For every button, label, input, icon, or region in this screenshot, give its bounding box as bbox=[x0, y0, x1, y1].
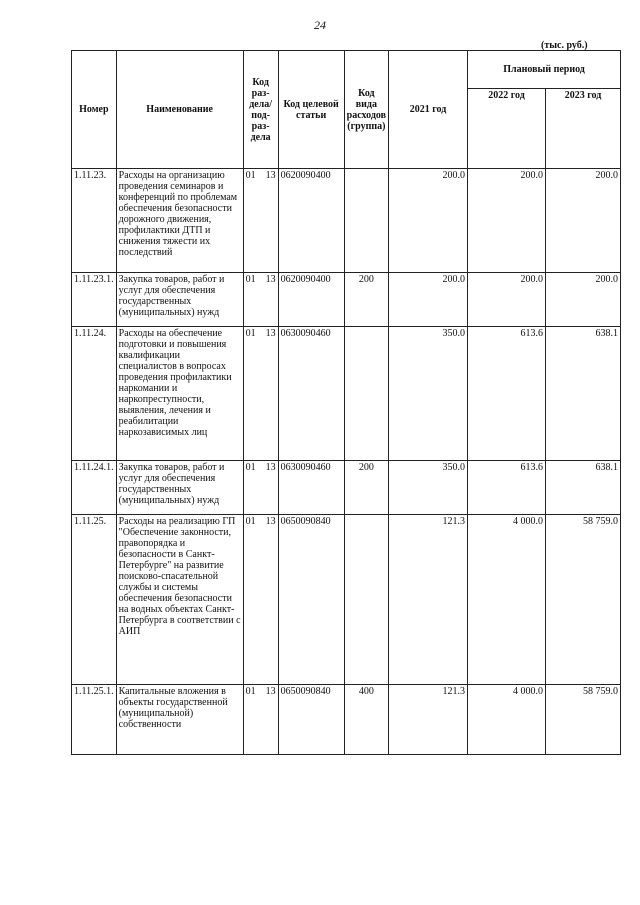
row-value-2021: 350.0 bbox=[389, 327, 468, 461]
row-value-2022: 4 000.0 bbox=[468, 685, 546, 755]
row-section: 01 13 bbox=[243, 461, 278, 515]
row-section: 01 13 bbox=[243, 273, 278, 327]
row-value-2022: 200.0 bbox=[468, 169, 546, 273]
table-row bbox=[72, 273, 621, 327]
header-2023: 2023 год bbox=[546, 89, 621, 169]
row-value-2021: 200.0 bbox=[389, 169, 468, 273]
page-number: 24 bbox=[314, 18, 326, 32]
table-row bbox=[72, 685, 621, 755]
header-name: Наименование bbox=[116, 51, 243, 169]
row-value-2023: 58 759.0 bbox=[546, 515, 621, 685]
row-expense-type: 200 bbox=[344, 461, 388, 515]
header-target: Код целевой статьи bbox=[278, 51, 344, 169]
row-value-2022: 4 000.0 bbox=[468, 515, 546, 685]
row-value-2021: 121.3 bbox=[389, 685, 468, 755]
table-row bbox=[72, 515, 621, 685]
row-number: 1.11.24.1. bbox=[72, 461, 117, 515]
row-expense-type bbox=[344, 327, 388, 461]
row-name: Закупка товаров, работ и услуг для обеспечения государственных (муниципальных) нужд bbox=[116, 273, 243, 327]
row-target-code: 0630090460 bbox=[278, 461, 344, 515]
header-2021: 2021 год bbox=[389, 51, 468, 169]
budget-table bbox=[71, 50, 621, 755]
header-number: Номер bbox=[72, 51, 117, 169]
row-expense-type: 400 bbox=[344, 685, 388, 755]
row-number: 1.11.24. bbox=[72, 327, 117, 461]
row-number: 1.11.25. bbox=[72, 515, 117, 685]
row-value-2023: 200.0 bbox=[546, 273, 621, 327]
row-value-2023: 58 759.0 bbox=[546, 685, 621, 755]
row-section: 01 13 bbox=[243, 515, 278, 685]
row-section: 01 13 bbox=[243, 685, 278, 755]
header-2022: 2022 год bbox=[468, 89, 546, 169]
row-name: Расходы на реализацию ГП "Обеспечение законности, правопорядка и безопасности в Санкт-Петербурге" на развитие поисково-спасательной службы и системы обеспечения безопасности на водных объектах Санкт-Петербурга в соответствии с АИП bbox=[116, 515, 243, 685]
header-plan-period: Плановый период bbox=[468, 51, 621, 89]
row-value-2022: 613.6 bbox=[468, 461, 546, 515]
row-target-code: 0630090460 bbox=[278, 327, 344, 461]
row-expense-type: 200 bbox=[344, 273, 388, 327]
row-value-2023: 638.1 bbox=[546, 461, 621, 515]
row-value-2023: 638.1 bbox=[546, 327, 621, 461]
row-value-2021: 121.3 bbox=[389, 515, 468, 685]
row-value-2022: 200.0 bbox=[468, 273, 546, 327]
row-expense-type bbox=[344, 169, 388, 273]
row-target-code: 0620090400 bbox=[278, 169, 344, 273]
row-target-code: 0620090400 bbox=[278, 273, 344, 327]
row-number: 1.11.25.1. bbox=[72, 685, 117, 755]
row-number: 1.11.23.1. bbox=[72, 273, 117, 327]
row-target-code: 0650090840 bbox=[278, 685, 344, 755]
row-expense-type bbox=[344, 515, 388, 685]
row-value-2021: 350.0 bbox=[389, 461, 468, 515]
row-name: Расходы на обеспечение подготовки и повышения квалификации специалистов в вопросах проведения профилактики наркомании и наркопреступности, выявления, лечения и реабилитации наркозависимых лиц bbox=[116, 327, 243, 461]
row-number: 1.11.23. bbox=[72, 169, 117, 273]
row-name: Расходы на организацию проведения семинаров и конференций по проблемам обеспечения безопасности дорожного движения, профилактики ДТП и снижения тяжести их последствий bbox=[116, 169, 243, 273]
table-row bbox=[72, 461, 621, 515]
row-value-2021: 200.0 bbox=[389, 273, 468, 327]
row-name: Капитальные вложения в объекты государственной (муниципальной) собственности bbox=[116, 685, 243, 755]
units-label: (тыс. руб.) bbox=[541, 40, 588, 51]
table-row bbox=[72, 327, 621, 461]
row-value-2023: 200.0 bbox=[546, 169, 621, 273]
header-section: Код раз- дела/ под- раз- дела bbox=[243, 51, 278, 169]
header-expense-type: Код вида расходов (группа) bbox=[344, 51, 388, 169]
row-section: 01 13 bbox=[243, 169, 278, 273]
row-section: 01 13 bbox=[243, 327, 278, 461]
row-value-2022: 613.6 bbox=[468, 327, 546, 461]
row-name: Закупка товаров, работ и услуг для обеспечения государственных (муниципальных) нужд bbox=[116, 461, 243, 515]
table-row bbox=[72, 169, 621, 273]
row-target-code: 0650090840 bbox=[278, 515, 344, 685]
